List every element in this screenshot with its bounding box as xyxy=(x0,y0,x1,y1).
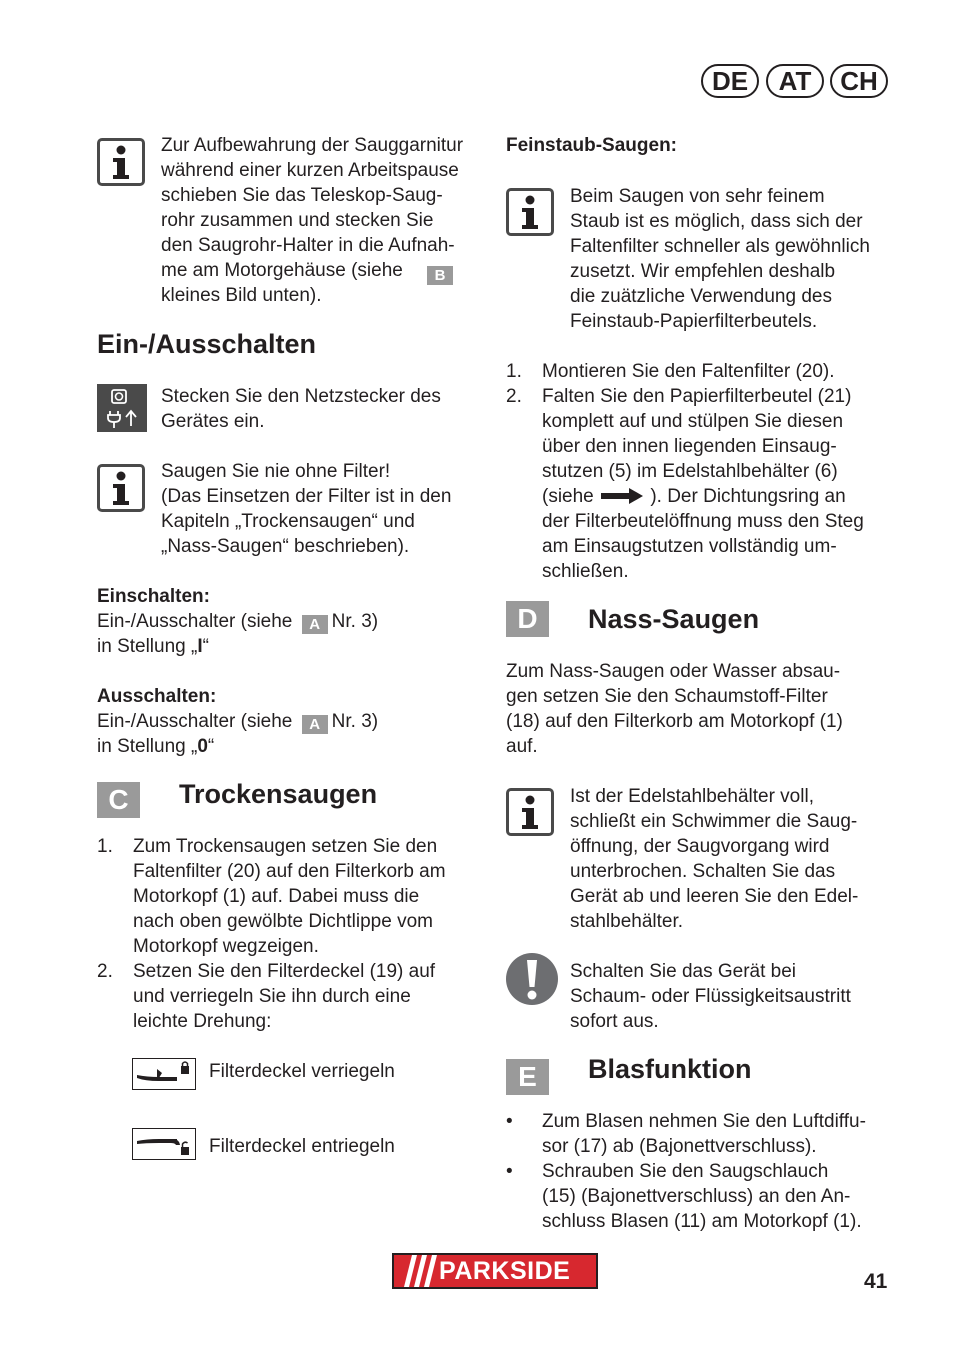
list-item-text: (siehe xyxy=(542,486,594,507)
storage-note xyxy=(161,133,491,308)
country-badge-at: AT xyxy=(766,64,824,98)
info-icon xyxy=(97,464,145,512)
plug-icon xyxy=(97,384,147,432)
arrow-right-icon xyxy=(601,488,643,504)
figure-ref-b: B xyxy=(427,266,453,285)
switch-off-label: Ausschalten: xyxy=(97,686,217,707)
list-item-continuation: der Filterbeutelöffnung muss den Steg am Einsaugstutzen vollständig um- schließen. xyxy=(542,511,864,582)
switch-on-position: I xyxy=(197,636,203,657)
foam-warning-text: Schalten Sie das Gerät bei Schaum- oder Flüssigkeitsaustritt sofort aus. xyxy=(570,961,851,1032)
switch-off-position: 0 xyxy=(197,736,208,757)
switch-on-label: Einschalten: xyxy=(97,586,210,607)
fine-dust-note-text: Beim Saugen von sehr feinem Staub ist es möglich, dass sich der Faltenfilter schneller als gewöhnlich zusetzt. Wir empfehlen deshalb die zuätzliche Verwendung des Feinstaub-Papierfilterbeutels. xyxy=(570,186,870,332)
parkside-logo xyxy=(392,1253,598,1289)
heading-trockensaugen: Trockensaugen xyxy=(179,779,378,809)
figure-ref-a: A xyxy=(302,715,328,734)
list-item-bullet: • xyxy=(506,1161,513,1182)
section-badge-d: D xyxy=(506,601,549,637)
page-number: 41 xyxy=(864,1270,888,1293)
heading-blasfunktion: Blasfunktion xyxy=(588,1054,752,1084)
info-icon xyxy=(506,188,554,236)
list-item-bullet: • xyxy=(506,1111,513,1132)
list-item-number: 2. xyxy=(506,386,522,407)
list-item-text: Zum Blasen nehmen Sie den Luftdiffu- sor (17) ab (Bajonettverschluss). xyxy=(542,1111,866,1157)
logo-stripes-icon xyxy=(396,1255,438,1287)
switch-on-text: Ein-/Ausschalter (siehe xyxy=(97,611,293,632)
switch-off-ref-nr: Nr. 3) xyxy=(331,711,379,732)
info-icon xyxy=(97,138,145,186)
heading-nass-saugen: Nass-Saugen xyxy=(588,604,760,634)
switch-off-block xyxy=(97,684,487,759)
storage-note-text: Zur Aufbewahrung der Sauggarnitur während einer kurzen Arbeitspause schieben Sie das Teleskop-Saug- rohr zusammen und stecken Sie den Saugrohr-Halter in die Aufnah- me am Motorgehäuse (siehe xyxy=(161,135,464,281)
plug-in-text: Stecken Sie den Netzstecker des Gerätes ein. xyxy=(161,386,441,432)
list-item-text: Zum Trockensaugen setzen Sie den Faltenfilter (20) auf den Filterkorb am Motorkopf (1) auf. Dabei muss die nach oben gewölbte Dichtlippe vom Motorkopf wegzeigen. xyxy=(133,836,446,957)
switch-on-position-prefix: in Stellung „ xyxy=(97,636,198,657)
list-item-number: 1. xyxy=(506,361,522,382)
lock-icon xyxy=(132,1058,196,1090)
section-badge-c: C xyxy=(97,782,140,818)
list-item-text: Montieren Sie den Faltenfilter (20). xyxy=(542,361,835,382)
logo-wordmark: PARKSIDE xyxy=(439,1257,571,1285)
lock-label: Filterdeckel verriegeln xyxy=(209,1061,395,1082)
list-item-text: Schrauben Sie den Saugschlauch (15) (Bajonettverschluss) an den An- schluss Blasen (11) am Motorkopf (1). xyxy=(542,1161,862,1232)
figure-ref-a: A xyxy=(302,615,328,634)
switch-on-position-suffix: “ xyxy=(202,636,209,657)
list-item-text: ). Der Dichtungsring an xyxy=(650,486,846,507)
wet-intro-text: Zum Nass-Saugen oder Wasser absau- gen setzen Sie den Schaumstoff-Filter (18) auf den Filterkorb am Motorkopf (1) auf. xyxy=(506,661,843,757)
switch-on-block xyxy=(97,584,487,659)
filter-note-text: Saugen Sie nie ohne Filter! (Das Einsetzen der Filter ist in den Kapiteln „Trockensaugen“ und „Nass-Saugen“ beschrieben). xyxy=(161,461,452,557)
list-item-text: Setzen Sie den Filterdeckel (19) auf und verriegeln Sie ihn durch eine leichte Drehung: xyxy=(133,961,436,1032)
unlock-label: Filterdeckel entriegeln xyxy=(209,1136,395,1157)
switch-on-ref-nr: Nr. 3) xyxy=(331,611,379,632)
section-badge-e: E xyxy=(506,1059,549,1095)
country-badge-ch: CH xyxy=(830,64,888,98)
warning-icon xyxy=(506,953,558,1005)
list-item-continuation xyxy=(542,484,902,509)
switch-off-position-suffix: “ xyxy=(207,736,215,757)
heading-feinstaub-saugen: Feinstaub-Saugen: xyxy=(506,135,678,156)
switch-off-position-prefix: in Stellung „ xyxy=(97,736,198,757)
info-icon xyxy=(506,788,554,836)
storage-note-end: kleines Bild unten). xyxy=(161,285,322,306)
list-item-text: Falten Sie den Papierfilterbeutel (21) komplett auf und stülpen Sie diesen über den innen liegenden Einsaug- stutzen (5) im Edelstahlbehälter (6) xyxy=(542,386,852,482)
unlock-icon xyxy=(132,1128,196,1160)
switch-off-text: Ein-/Ausschalter (siehe xyxy=(97,711,293,732)
country-badge-de: DE xyxy=(701,64,759,98)
list-item-number: 1. xyxy=(97,836,113,857)
float-note-text: Ist der Edelstahlbehälter voll, schließt ein Schwimmer die Saug- öffnung, der Saugvorgang wird unterbrochen. Schalten Sie das Gerät ab und leeren Sie den Edel- stahlbehälter. xyxy=(570,786,859,932)
heading-ein-ausschalten: Ein-/Ausschalten xyxy=(97,329,317,359)
list-item-number: 2. xyxy=(97,961,113,982)
